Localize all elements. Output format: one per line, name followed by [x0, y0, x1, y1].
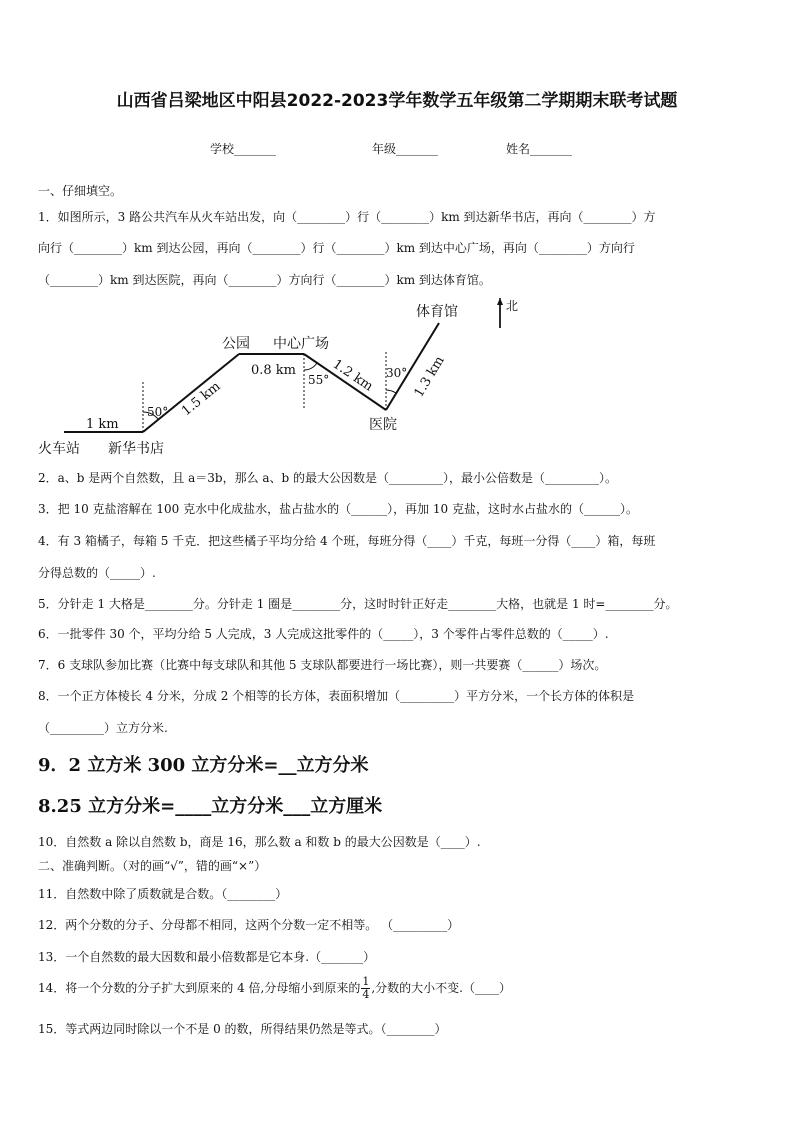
- question-11: 11．自然数中除了质数就是合数。（________）: [38, 887, 288, 901]
- distance-3: 0.8 km: [251, 363, 297, 378]
- route-diagram: [36, 298, 519, 462]
- question-1-line-3: （________）km 到达医院，再向（________）方向行（________）km 到达体育馆。: [38, 273, 491, 287]
- question-12: 12．两个分数的分子、分母都不相同，这两个分数一定不相等。 （_________）: [38, 918, 460, 932]
- label-park: 公园: [222, 336, 250, 352]
- fraction-one-quarter: [361, 976, 370, 1001]
- distance-5: 1.3 km: [411, 353, 448, 401]
- grade-field: 年级_______: [372, 142, 439, 156]
- distance-4: 1.2 km: [329, 356, 376, 395]
- fraction-denominator: 4: [362, 988, 370, 1001]
- angle-3: 30°: [386, 366, 408, 380]
- label-bookstore: 新华书店: [108, 441, 164, 457]
- section-1-heading: 一、仔细填空。: [38, 184, 123, 198]
- question-1-line-1: 1．如图所示，3 路公共汽车从火车站出发，向（________）行（________）km 到达新华书店，再向（________）方: [38, 210, 656, 224]
- question-5: 5．分针走 1 大格是________分。分针走 1 圈是________分，这时时针正好走________大格，也就是 1 时=________分。: [38, 597, 678, 611]
- page-title: 山西省吕梁地区中阳县2022-2023学年数学五年级第二学期期末联考试题: [116, 91, 678, 111]
- label-station: 火车站: [38, 441, 80, 457]
- section-2-heading: 二、准确判断。（对的画“√”，错的画“×”）: [38, 859, 267, 873]
- label-plaza: 中心广场: [273, 336, 329, 352]
- question-9-line-1: 9．2 立方米 300 立方分米=__立方分米: [38, 755, 369, 776]
- question-6: 6．一批零件 30 个，平均分给 5 人完成，3 人完成这批零件的（_____），3 个零件占零件总数的（_____）.: [38, 627, 609, 641]
- question-15: 15．等式两边同时除以一个不是 0 的数，所得结果仍然是等式。（________）: [38, 1022, 447, 1036]
- distance-2: 1.5 km: [179, 379, 224, 420]
- question-2: 2．a、b 是两个自然数，且 a＝3b，那么 a、b 的最大公因数是（_________），最小公倍数是（_________）。: [38, 471, 618, 485]
- question-3: 3．把 10 克盐溶解在 100 克水中化成盐水，盐占盐水的（______），再加 10 克盐，这时水占盐水的（______）。: [38, 502, 638, 516]
- angle-1: 50°: [147, 405, 169, 419]
- fraction-numerator: 1: [362, 975, 370, 988]
- school-field: 学校_______: [210, 142, 277, 156]
- question-13: 13．一个自然数的最大因数和最小倍数都是它本身.（_______）: [38, 950, 376, 964]
- question-4-line-1: 4．有 3 箱橘子，每箱 5 千克．把这些橘子平均分给 4 个班，每班分得（____）千克，每班一分得（____）箱，每班: [38, 534, 656, 548]
- question-14-text-before: 14．将一个分数的分子扩大到原来的 4 倍,分母缩小到原来的: [38, 981, 361, 995]
- question-8-line-1: 8．一个正方体棱长 4 分米，分成 2 个相等的长方体，表面积增加（_________）平方分米，一个长方体的体积是: [38, 689, 635, 703]
- question-10: 10．自然数 a 除以自然数 b，商是 16，那么数 a 和数 b 的最大公因数是（____）.: [38, 835, 481, 849]
- question-14: [38, 976, 511, 1001]
- label-hospital: 医院: [369, 417, 397, 433]
- question-14-text-after: ,分数的大小不变.（____）: [371, 981, 511, 995]
- north-arrow-icon: [497, 298, 503, 328]
- question-1-line-2: 向行（________）km 到达公园，再向（________）行（________）km 到达中心广场，再向（________）方向行: [38, 241, 635, 255]
- question-8-line-2: （_________）立方分米.: [38, 721, 168, 735]
- angle-2: 55°: [308, 373, 330, 387]
- question-4-line-2: 分得总数的（_____）.: [38, 566, 156, 580]
- question-7: 7．6 支球队参加比赛（比赛中每支球队和其他 5 支球队都要进行一场比赛），则一共要赛（______）场次。: [38, 658, 607, 672]
- label-gym: 体育馆: [416, 304, 458, 320]
- north-label: 北: [506, 299, 519, 313]
- name-field: 姓名_______: [506, 142, 573, 156]
- distance-1: 1 km: [86, 417, 119, 432]
- question-9-line-2: 8.25 立方分米=____立方分米___立方厘米: [38, 796, 383, 817]
